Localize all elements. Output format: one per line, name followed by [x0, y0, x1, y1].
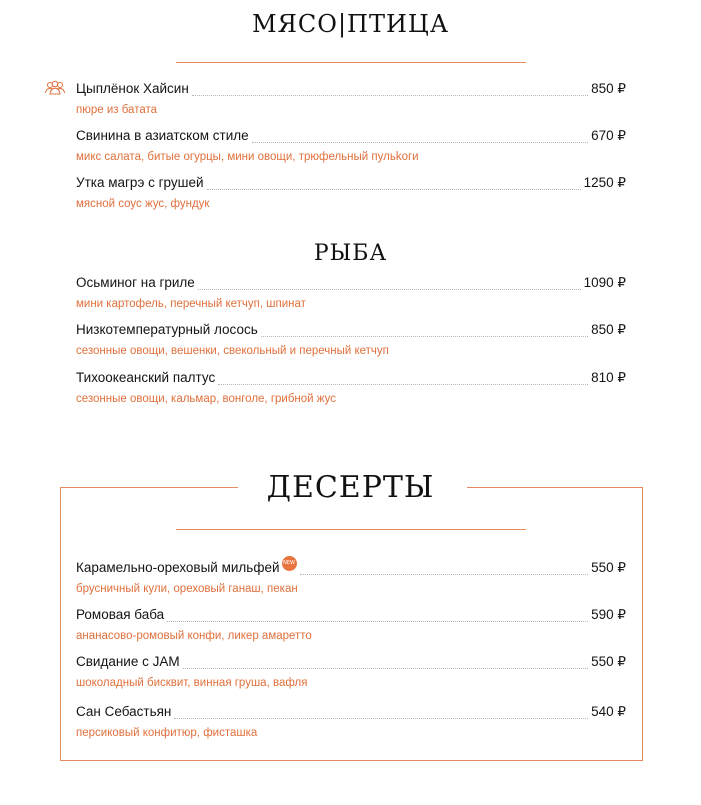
divider-desserts — [176, 529, 526, 530]
menu-item — [76, 607, 626, 642]
item-price: 850 ₽ — [591, 81, 626, 96]
item-name: Утка магрэ с грушей — [76, 175, 204, 190]
section-title-meat: МЯСО|ПТИЦА — [251, 10, 450, 38]
item-price: 670 ₽ — [591, 128, 626, 143]
menu-item — [76, 128, 626, 163]
dot-leader — [167, 609, 588, 622]
item-name: Цыплёнок Хайсин — [76, 81, 189, 96]
item-description: шоколадный бисквит, винная груша, вафля — [76, 677, 308, 689]
dot-leader — [261, 324, 588, 337]
dot-leader — [207, 177, 581, 190]
item-description: брусничный кули, ореховый ганаш, пекан — [76, 583, 298, 595]
item-description: микс салата, битые огурцы, мини овощи, трюфельный пульkoги — [76, 151, 419, 163]
item-price: 590 ₽ — [591, 607, 626, 622]
item-description: мясной соус жус, фундук — [76, 198, 210, 210]
menu-item — [76, 81, 626, 116]
menu-item — [76, 654, 626, 689]
item-name: Свинина в азиатском стиле — [76, 128, 249, 143]
item-name: Карамельно-ореховый мильфей — [76, 560, 280, 575]
dot-leader — [192, 83, 588, 96]
item-name: Ромовая баба — [76, 607, 165, 622]
menu-item — [76, 322, 626, 357]
item-price: 1090 ₽ — [583, 275, 626, 290]
item-name: Осьминог на гриле — [76, 275, 195, 290]
item-description: мини картофель, перечный кетчуп, шпинат — [76, 298, 306, 310]
item-name: Свидание с JAM — [76, 654, 180, 669]
item-description: сезонные овощи, вешенки, свекольный и перечный кетчуп — [76, 345, 389, 357]
item-price: 810 ₽ — [591, 370, 626, 385]
people-group-icon — [44, 80, 66, 96]
item-name: Низкотемпературный лосось — [76, 322, 258, 337]
item-price: 1250 ₽ — [583, 175, 626, 190]
item-price: 850 ₽ — [591, 322, 626, 337]
menu-item — [76, 275, 626, 310]
item-price: 550 ₽ — [591, 560, 626, 575]
section-title-fish: РЫБА — [313, 241, 388, 266]
item-description: пюре из батата — [76, 104, 158, 116]
item-price: 540 ₽ — [591, 704, 626, 719]
dot-leader — [300, 562, 589, 575]
divider-meat — [176, 62, 526, 63]
new-badge: NEW — [282, 556, 297, 571]
menu-item — [76, 560, 626, 595]
item-description: персиковый конфитюр, фисташка — [76, 727, 258, 739]
item-name: Тихоокеанский палтус — [76, 370, 216, 385]
menu-item — [76, 704, 626, 739]
menu-item — [76, 370, 626, 405]
dot-leader — [218, 372, 588, 385]
dot-leader — [174, 706, 588, 719]
section-title-desserts: ДЕСЕРТЫ — [266, 470, 435, 505]
menu-item — [76, 175, 626, 210]
dot-leader — [198, 277, 581, 290]
item-description: ананасово-ромовый конфи, ликер амаретто — [76, 630, 312, 642]
item-name: Сан Себастьян — [76, 704, 172, 719]
item-price: 550 ₽ — [591, 654, 626, 669]
dot-leader — [252, 130, 588, 143]
dot-leader — [183, 656, 589, 669]
item-description: сезонные овощи, кальмар, вонголе, грибной жус — [76, 393, 336, 405]
